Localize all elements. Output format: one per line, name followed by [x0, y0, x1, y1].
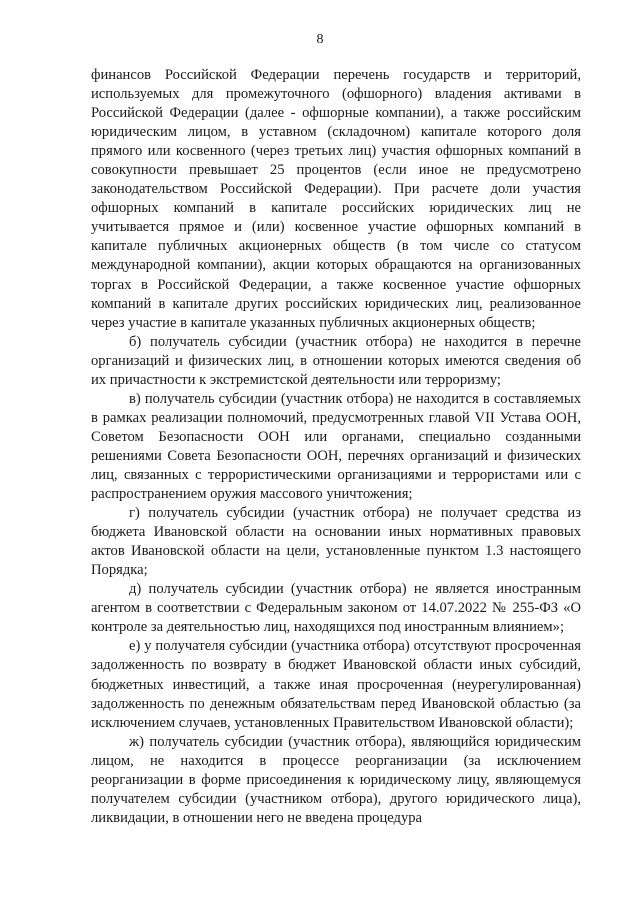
paragraph-item-e: е) у получателя субсидии (участника отбора) отсутствуют просроченная задолженность по возврату в бюджет Ивановской области иных субсидий, бюджетных инвестиций, а также иная просроченная (неурегулированная) задолженность по денежным обязательствам перед Ивановской областью (за исключением случаев, установленных Правительством Ивановской области);: [91, 638, 581, 731]
document-body: [91, 66, 581, 828]
paragraph-item-b: б) получатель субсидии (участник отбора) не находится в перечне организаций и физических лиц, в отношении которых имеются сведения об их причастности к экстремистской деятельности или терроризму;: [91, 333, 581, 388]
paragraph-item-g: г) получатель субсидии (участник отбора) не получает средства из бюджета Ивановской области на основании иных нормативных правовых актов Ивановской области на цели, установленные пунктом 1.3 настоящего Порядка;: [91, 505, 581, 579]
paragraph-item-zh: ж) получатель субсидии (участник отбора), являющийся юридическим лицом, не находится в процессе реорганизации (за исключением реорганизации в форме присоединения к юридическому лицу, являющемуся получателем субсидии (участником отбора), другого юридического лица), ликвидации, в отношении него не введена процедура: [91, 733, 581, 826]
paragraph-continuation: финансов Российской Федерации перечень государств и территорий, используемых для промежуточного (офшорного) владения активами в Российской Федерации (далее - офшорные компании), а также российским юридическим лицом, в уставном (складочном) капитале которого доля прямого или косвенного (через третьих лиц) участия офшорных компаний в совокупности превышает 25 процентов (если иное не предусмотрено законодательством Российской Федерации). При расчете доли участия офшорных компаний в капитале российских юридических лиц не учитывается прямое и (или) косвенное участие офшорных компаний в капитале публичных акционерных обществ (в том числе со статусом международной компании), акции которых обращаются на организованных торгах в Российской Федерации, а также косвенное участие офшорных компаний в капитале других российских юридических лиц, реализованное через участие в капитале указанных публичных акционерных обществ;: [91, 67, 581, 331]
page-number: 8: [316, 32, 324, 47]
paragraph-item-d: д) получатель субсидии (участник отбора) не является иностранным агентом в соответствии с Федеральным законом от 14.07.2022 № 255-ФЗ «О контроле за деятельностью лиц, находящихся под иностранным влиянием»;: [91, 581, 581, 636]
paragraph-item-v: в) получатель субсидии (участник отбора) не находится в составляемых в рамках реализации полномочий, предусмотренных главой VII Устава ООН, Советом Безопасности ООН или органами, специально созданными решениями Совета Безопасности ООН, перечнях организаций и физических лиц, связанных с террористическими организациями и террористами или с распространением оружия массового уничтожения;: [91, 390, 581, 503]
